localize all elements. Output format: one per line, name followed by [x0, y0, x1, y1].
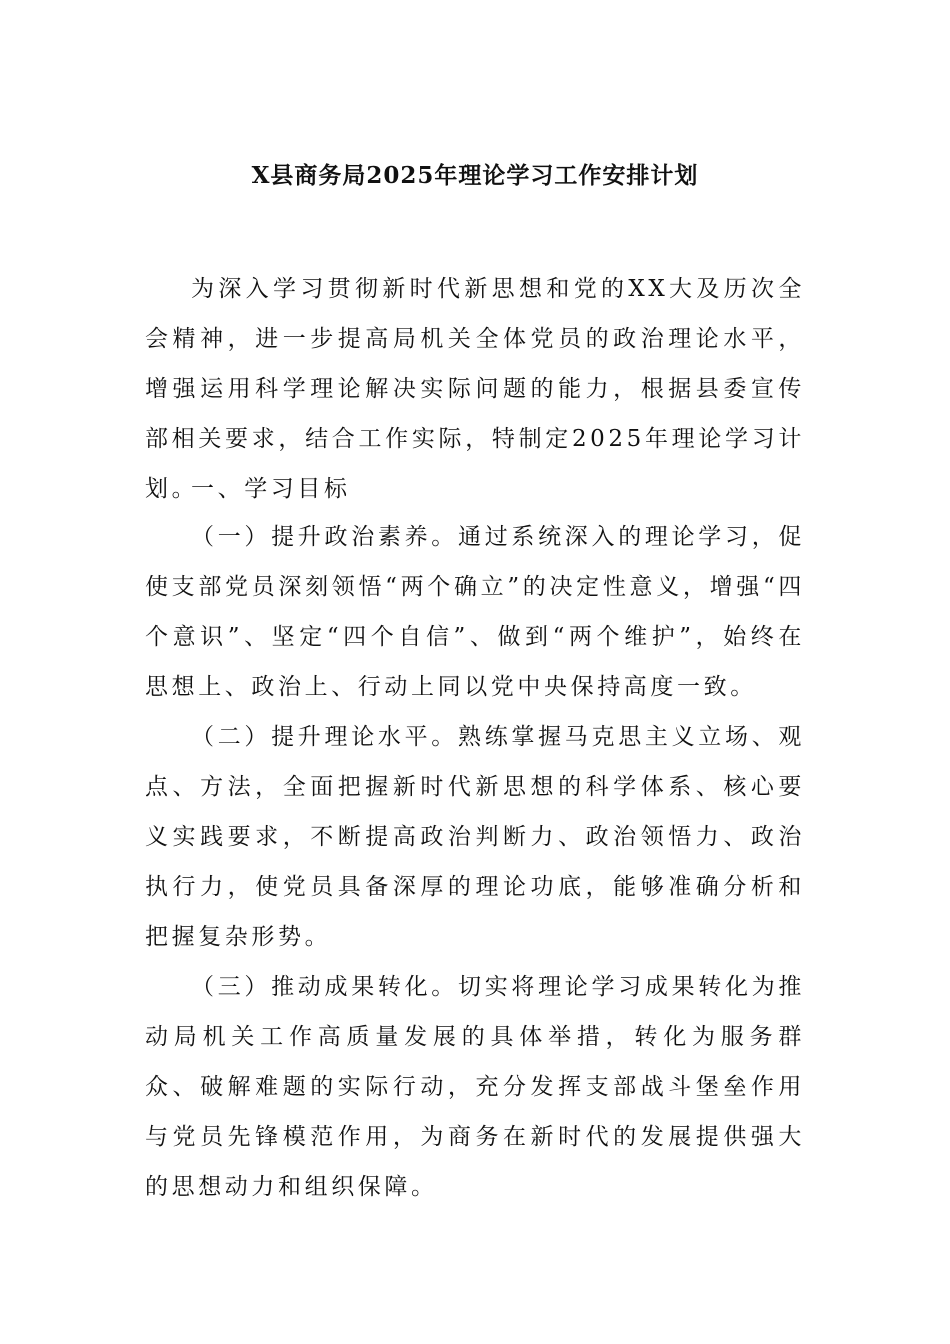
- section-heading-learning-goals: 一、学习目标: [191, 476, 351, 502]
- goal-item-3: （三）推动成果转化。切实将理论学习成果转化为推动局机关工作高质量发展的具体举措，转化为服务群众、破解难题的实际行动，充分发挥支部战斗堡垒作用与党员先锋模范作用，为商务在新时代的发展提供强大的思想动力和组织保障。: [145, 974, 805, 1200]
- document-title: X县商务局2025年理论学习工作安排计划: [251, 162, 699, 189]
- goal-item-1: （一）提升政治素养。通过系统深入的理论学习，促使支部党员深刻领悟“两个确立”的决定性意义，增强“四个意识”、坚定“四个自信”、做到“两个维护”，始终在思想上、政治上、行动上同以党中央保持高度一致。: [145, 524, 805, 700]
- intro-paragraph: 为深入学习贯彻新时代新思想和党的XX大及历次全会精神，进一步提高局机关全体党员的政治理论水平，增强运用科学理论解决实际问题的能力，根据县委宣传部相关要求，结合工作实际，特制定2025年理论学习计划。: [145, 276, 805, 502]
- document-body: [145, 264, 805, 1212]
- goal-item-2: （二）提升理论水平。熟练掌握马克思主义立场、观点、方法，全面把握新时代新思想的科学体系、核心要义实践要求，不断提高政治判断力、政治领悟力、政治执行力，使党员具备深厚的理论功底，能够准确分析和把握复杂形势。: [145, 724, 805, 950]
